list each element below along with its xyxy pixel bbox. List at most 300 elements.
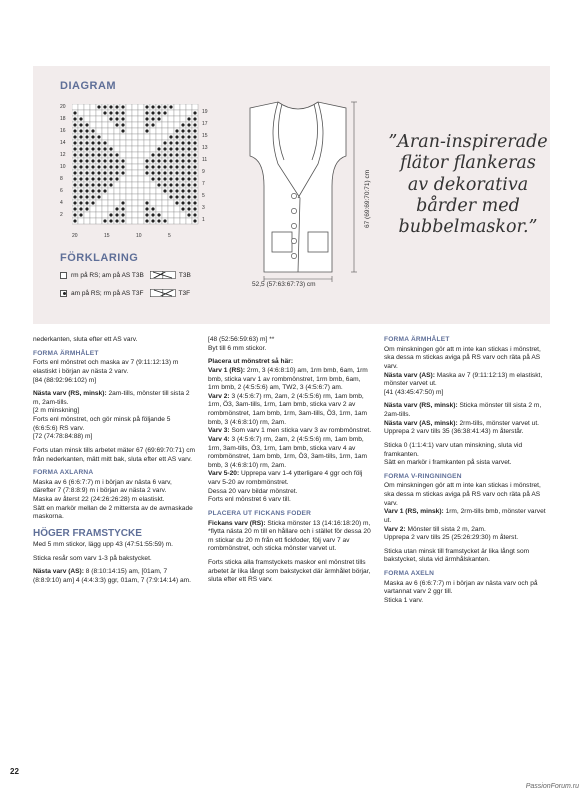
- chart-dot: [193, 207, 196, 210]
- chart-dot: [121, 105, 124, 108]
- chart-cell: [120, 188, 126, 194]
- chart-cell: [126, 134, 132, 140]
- chart-dot: [109, 117, 112, 120]
- chart-cell: [180, 116, 186, 122]
- chart-dot: [181, 147, 184, 150]
- chart-cell: [102, 200, 108, 206]
- chart-cell: [132, 176, 138, 182]
- watermark: PassionForum.ru: [525, 783, 579, 790]
- chart-cell: [126, 212, 132, 218]
- chart-cell: [186, 104, 192, 110]
- chart-cell: [90, 212, 96, 218]
- chart-cell: [126, 170, 132, 176]
- chart-dot: [193, 117, 196, 120]
- chart-cell: [144, 188, 150, 194]
- chart-dot: [145, 213, 148, 216]
- chart-dot: [85, 207, 88, 210]
- paragraph: Byt till 6 mm stickor.: [208, 344, 267, 352]
- chart-cell: [138, 200, 144, 206]
- chart-cell: [138, 176, 144, 182]
- chart-cell: [144, 140, 150, 146]
- chart-dot: [181, 123, 184, 126]
- chart-cell: [132, 200, 138, 206]
- chart-dot: [103, 111, 106, 114]
- chart-dot: [181, 171, 184, 174]
- chart-cell: [90, 104, 96, 110]
- chart-cell: [126, 116, 132, 122]
- chart-cell: [156, 128, 162, 134]
- chart-cell: [132, 212, 138, 218]
- chart-cell: [144, 146, 150, 152]
- chart-dot: [157, 213, 160, 216]
- chart-dot: [85, 153, 88, 156]
- row-number-left: 16: [60, 128, 66, 134]
- chart-dot: [175, 171, 178, 174]
- chart-dot: [193, 171, 196, 174]
- chart-dot: [73, 213, 76, 216]
- chart-dot: [163, 111, 166, 114]
- chart-cell: [108, 200, 114, 206]
- chart-cell: [156, 134, 162, 140]
- row-number-right: 1: [202, 217, 205, 223]
- legend-item-3: T3B: [178, 271, 191, 279]
- chart-dot: [151, 177, 154, 180]
- row-label: Fickans varv (RS):: [208, 519, 266, 527]
- paragraph: Sätt en markör mellan de 2 mittersta av de avmaskade maskorna.: [33, 504, 193, 521]
- chart-dot: [181, 183, 184, 186]
- chart-dot: [187, 189, 190, 192]
- section-heading: FORMA AXLARNA: [33, 469, 94, 477]
- section-heading: PLACERA UT FICKANS FODER: [208, 509, 312, 517]
- chart-dot: [151, 105, 154, 108]
- chart-cell: [84, 212, 90, 218]
- chart-dot: [115, 213, 118, 216]
- chart-dot: [109, 171, 112, 174]
- chart-cell: [90, 206, 96, 212]
- row-label: Varv 5-20:: [208, 470, 240, 478]
- chart-dot: [85, 171, 88, 174]
- chart-cell: [174, 212, 180, 218]
- paragraph: Med 5 mm stickor, lägg upp 43 (47:51:55:59) m.: [33, 540, 174, 548]
- row-label: Nästa varv (RS, minsk):: [384, 402, 458, 410]
- chart-dot: [187, 123, 190, 126]
- chart-dot: [79, 177, 82, 180]
- chart-cell: [96, 218, 102, 224]
- chart-cell: [168, 200, 174, 206]
- chart-cell: [96, 116, 102, 122]
- chart-dot: [85, 147, 88, 150]
- chart-cell: [96, 122, 102, 128]
- chart-dot: [151, 219, 154, 222]
- text-column-2: [208, 336, 372, 590]
- chart-dot: [169, 177, 172, 180]
- chart-cell: [126, 164, 132, 170]
- chart-dot: [181, 165, 184, 168]
- chart-cell: [108, 194, 114, 200]
- paragraph: 2am-tills, mönster till sista 2 m, 2am-tills.: [33, 390, 190, 406]
- chart-dot: [73, 129, 76, 132]
- chart-cell: [90, 218, 96, 224]
- chart-dot: [145, 201, 148, 204]
- chart-dot: [151, 117, 154, 120]
- column-number: 5: [168, 233, 171, 239]
- chart-dot: [193, 129, 196, 132]
- chart-cell: [138, 140, 144, 146]
- chart-dot: [145, 171, 148, 174]
- chart-dot: [151, 165, 154, 168]
- chart-dot: [109, 111, 112, 114]
- chart-cell: [156, 194, 162, 200]
- chart-cell: [126, 182, 132, 188]
- chart-dot: [121, 159, 124, 162]
- legend-item-2: am på RS; rm på AS T3F: [71, 289, 144, 297]
- chart-cell: [132, 170, 138, 176]
- chart-cell: [132, 164, 138, 170]
- chart-dot: [73, 111, 76, 114]
- paragraph: [84 (88:92:96:102) m]: [33, 376, 97, 384]
- chart-dot: [151, 171, 154, 174]
- row-label: Nästa varv (AS):: [384, 371, 435, 379]
- chart-cell: [144, 176, 150, 182]
- chart-dot: [73, 195, 76, 198]
- chart-dot: [187, 141, 190, 144]
- chart-cell: [126, 140, 132, 146]
- chart-dot: [103, 141, 106, 144]
- row-number-right: 7: [202, 181, 205, 187]
- chart-dot: [187, 117, 190, 120]
- chart-dot: [163, 153, 166, 156]
- chart-dot: [145, 207, 148, 210]
- chart-cell: [132, 146, 138, 152]
- chart-dot: [115, 123, 118, 126]
- chart-cell: [102, 212, 108, 218]
- row-number-left: 6: [60, 188, 63, 194]
- chart-cell: [162, 128, 168, 134]
- chart-cell: [126, 146, 132, 152]
- chart-dot: [175, 201, 178, 204]
- chart-dot: [97, 105, 100, 108]
- chart-dot: [115, 153, 118, 156]
- chart-dot: [175, 195, 178, 198]
- chart-dot: [79, 129, 82, 132]
- chart-dot: [85, 183, 88, 186]
- chart-dot: [145, 219, 148, 222]
- chart-dot: [193, 141, 196, 144]
- chart-cell: [114, 128, 120, 134]
- chart-dot: [181, 177, 184, 180]
- chart-cell: [96, 110, 102, 116]
- paragraph: Mönster till sista 2 m, 2am.: [405, 525, 486, 533]
- chart-cell: [192, 104, 198, 110]
- chart-dot: [175, 177, 178, 180]
- chart-cell: [168, 218, 174, 224]
- chart-dot: [103, 177, 106, 180]
- chart-dot: [163, 183, 166, 186]
- chart-cell: [132, 116, 138, 122]
- chart-cell: [138, 152, 144, 158]
- chart-dot: [187, 129, 190, 132]
- chart-dot: [79, 123, 82, 126]
- chart-cell: [126, 188, 132, 194]
- chart-cell: [174, 218, 180, 224]
- chart-dot: [163, 219, 166, 222]
- chart-dot: [187, 195, 190, 198]
- chart-cell: [102, 194, 108, 200]
- chart-cell: [108, 128, 114, 134]
- chart-cell: [186, 218, 192, 224]
- text-column-3: [384, 336, 550, 606]
- row-number-left: 2: [60, 212, 63, 218]
- chart-cell: [84, 110, 90, 116]
- chart-cell: [126, 158, 132, 164]
- chart-cell: [108, 206, 114, 212]
- chart-dot: [175, 147, 178, 150]
- legend-row-2: [60, 289, 190, 297]
- chart-dot: [103, 153, 106, 156]
- chart-cell: [162, 206, 168, 212]
- text-column-1: [33, 336, 196, 585]
- paragraph: Sticka 1 varv.: [384, 596, 424, 604]
- width-measurement: 52,5 (57:63:67:73) cm: [252, 281, 316, 288]
- chart-cell: [138, 128, 144, 134]
- chart-dot: [73, 201, 76, 204]
- paragraph: [41 (43:45:47:50) m]: [384, 388, 444, 396]
- chart-cell: [138, 122, 144, 128]
- chart-cell: [84, 116, 90, 122]
- chart-dot: [115, 219, 118, 222]
- chart-dot: [181, 129, 184, 132]
- chart-cell: [168, 128, 174, 134]
- chart-dot: [73, 189, 76, 192]
- chart-cell: [126, 122, 132, 128]
- chart-cell: [126, 176, 132, 182]
- chart-cell: [138, 182, 144, 188]
- chart-dot: [157, 105, 160, 108]
- paragraph: Om minskningen gör att m inte kan stickas i mönstret, ska dessa m stickas aviga på RS varv och räta på AS varv.: [384, 482, 541, 507]
- chart-dot: [181, 141, 184, 144]
- paragraph: Som varv 1 men sticka varv 3 av rombmönstret.: [229, 427, 372, 435]
- row-number-right: 11: [202, 157, 208, 163]
- chart-dot: [193, 183, 196, 186]
- row-number-right: 3: [202, 205, 205, 211]
- legend-row-1: [60, 271, 191, 279]
- chart-dot: [85, 129, 88, 132]
- chart-dot: [79, 195, 82, 198]
- chart-dot: [91, 183, 94, 186]
- chart-cell: [156, 122, 162, 128]
- chart-dot: [157, 159, 160, 162]
- chart-dot: [73, 159, 76, 162]
- chart-dot: [121, 207, 124, 210]
- chart-cell: [138, 110, 144, 116]
- chart-dot: [181, 153, 184, 156]
- row-label: Nästa varv (AS, minsk):: [384, 419, 458, 427]
- chart-dot: [163, 189, 166, 192]
- chart-dot: [97, 171, 100, 174]
- chart-cell: [120, 134, 126, 140]
- row-label: Varv 4:: [208, 435, 230, 443]
- chart-cell: [162, 116, 168, 122]
- chart-dot: [73, 153, 76, 156]
- chart-dot: [187, 177, 190, 180]
- chart-dot: [79, 189, 82, 192]
- chart-dot: [175, 129, 178, 132]
- paragraph: Sticka mönster till sista 2 m, 2am-tills.: [384, 402, 542, 418]
- chart-cell: [150, 128, 156, 134]
- chart-cell: [126, 218, 132, 224]
- paragraph: Sticka mönster 13 (14:16:18:20) m, *flytta nästa 20 m till en hållare och i stället för dessa 20 m stickar du 20 m från ett fickfoder, följ varv 7 av rombmönstret, och sticka mönster varvet ut.: [208, 519, 371, 553]
- chart-cell: [96, 212, 102, 218]
- chart-cell: [132, 110, 138, 116]
- chart-dot: [187, 153, 190, 156]
- row-label: Nästa varv (RS, minsk):: [33, 390, 107, 398]
- chart-dot: [193, 195, 196, 198]
- chart-dot: [169, 105, 172, 108]
- chart-dot: [169, 189, 172, 192]
- chart-dot: [181, 207, 184, 210]
- paragraph: Forts enl mönstret, och gör minsk på följande 5 (6:6:5:6) RS varv.: [33, 416, 171, 432]
- chart-dot: [79, 213, 82, 216]
- chart-cell: [132, 152, 138, 158]
- paragraph: Maska av 6 (6:6:7:7) m i början av nästa varv och på vartannat varv 2 ggr till.: [384, 579, 538, 596]
- chart-cell: [132, 182, 138, 188]
- chart-cell: [132, 140, 138, 146]
- chart-cell: [78, 104, 84, 110]
- chart-dot: [115, 165, 118, 168]
- chart-dot: [97, 195, 100, 198]
- chart-dot: [121, 123, 124, 126]
- chart-dot: [193, 153, 196, 156]
- chart-dot: [103, 219, 106, 222]
- chart-cell: [102, 128, 108, 134]
- chart-cell: [132, 122, 138, 128]
- chart-cell: [126, 206, 132, 212]
- chart-dot: [169, 153, 172, 156]
- chart-cell: [90, 122, 96, 128]
- paragraph: [72 (74:78:84:88) m]: [33, 433, 93, 441]
- chart-dot: [157, 147, 160, 150]
- chart-dot: [163, 147, 166, 150]
- chart-dot: [121, 213, 124, 216]
- chart-dot: [85, 201, 88, 204]
- chart-dot: [145, 123, 148, 126]
- chart-dot: [79, 201, 82, 204]
- chart-dot: [157, 183, 160, 186]
- height-measurement: 67 (69:69:70:71) cm: [364, 169, 371, 228]
- chart-dot: [79, 165, 82, 168]
- chart-dot: [187, 213, 190, 216]
- chart-dot: [175, 165, 178, 168]
- chart-cell: [180, 104, 186, 110]
- chart-dot: [91, 141, 94, 144]
- chart-dot: [187, 183, 190, 186]
- chart-dot: [73, 177, 76, 180]
- chart-cell: [150, 140, 156, 146]
- chart-cell: [150, 194, 156, 200]
- section-title: HÖGER FRAMSTYCKE: [33, 527, 142, 539]
- chart-dot: [109, 159, 112, 162]
- chart-dot: [193, 219, 196, 222]
- row-label: Varv 1 (RS, minsk):: [384, 508, 444, 516]
- chart-cell: [138, 218, 144, 224]
- chart-dot: [73, 135, 76, 138]
- chart-cell: [102, 122, 108, 128]
- chart-dot: [97, 153, 100, 156]
- chart-dot: [97, 183, 100, 186]
- chart-dot: [121, 165, 124, 168]
- paragraph: Forts sticka alla framstyckets maskor enl mönstret tills arbetet är lika långt som bakstycket där ärmhålet börjar, sluta efter ett RS varv.: [208, 559, 371, 584]
- row-number-left: 12: [60, 152, 66, 158]
- chart-dot: [103, 171, 106, 174]
- chart-dot: [73, 165, 76, 168]
- chart-dot: [169, 165, 172, 168]
- paragraph: Upprepa 2 varv tills 25 (25:26:29:30) m återst.: [384, 534, 519, 542]
- paragraph: 2rm-tills, mönster varvet ut.: [457, 419, 540, 427]
- row-number-left: 20: [60, 104, 66, 110]
- chart-dot: [91, 135, 94, 138]
- chart-cell: [84, 104, 90, 110]
- chart-cell: [132, 194, 138, 200]
- chart-dot: [97, 189, 100, 192]
- chart-dot: [97, 177, 100, 180]
- chart-dot: [163, 177, 166, 180]
- chart-cell: [168, 206, 174, 212]
- paragraph: Forts enl mönstret 6 varv till.: [208, 496, 291, 504]
- chart-dot: [187, 165, 190, 168]
- chart-dot: [91, 159, 94, 162]
- chart-cell: [126, 128, 132, 134]
- chart-cell: [138, 206, 144, 212]
- chart-dot: [157, 177, 160, 180]
- row-label: Varv 2:: [208, 392, 230, 400]
- pull-quote: ”Aran-inspirerade flätor flankeras av dekorativa bårder med bubbelmaskor.”: [388, 132, 548, 238]
- chart-cell: [144, 182, 150, 188]
- chart-dot: [73, 141, 76, 144]
- chart-dot: [115, 105, 118, 108]
- chart-dot: [79, 159, 82, 162]
- chart-dot: [169, 147, 172, 150]
- chart-dot: [79, 153, 82, 156]
- chart-dot: [145, 165, 148, 168]
- chart-cell: [138, 194, 144, 200]
- chart-dot: [97, 141, 100, 144]
- chart-dot: [157, 153, 160, 156]
- row-number-left: 18: [60, 116, 66, 122]
- chart-cell: [138, 158, 144, 164]
- chart-cell: [144, 194, 150, 200]
- chart-dot: [181, 159, 184, 162]
- chart-dot: [121, 219, 124, 222]
- chart-dot: [169, 135, 172, 138]
- chart-dot: [85, 189, 88, 192]
- chart-cell: [90, 116, 96, 122]
- chart-dot: [181, 135, 184, 138]
- chart-cell: [150, 134, 156, 140]
- chart-dot: [109, 105, 112, 108]
- chart-dot: [109, 213, 112, 216]
- chart-dot: [169, 159, 172, 162]
- chart-dot: [175, 183, 178, 186]
- chart-dot: [163, 141, 166, 144]
- paragraph: Om minskningen gör att m inte kan stickas i mönstret, ska dessa m stickas aviga på RS varv och räta på AS varv.: [384, 345, 541, 370]
- chart-dot: [187, 171, 190, 174]
- legend-item-1: rm på RS; am på AS T3B: [71, 271, 144, 279]
- chart-cell: [126, 152, 132, 158]
- chart-cell: [168, 116, 174, 122]
- chart-dot: [91, 195, 94, 198]
- section-heading: FORMA V-RINGNINGEN: [384, 472, 462, 480]
- row-number-left: 4: [60, 200, 63, 206]
